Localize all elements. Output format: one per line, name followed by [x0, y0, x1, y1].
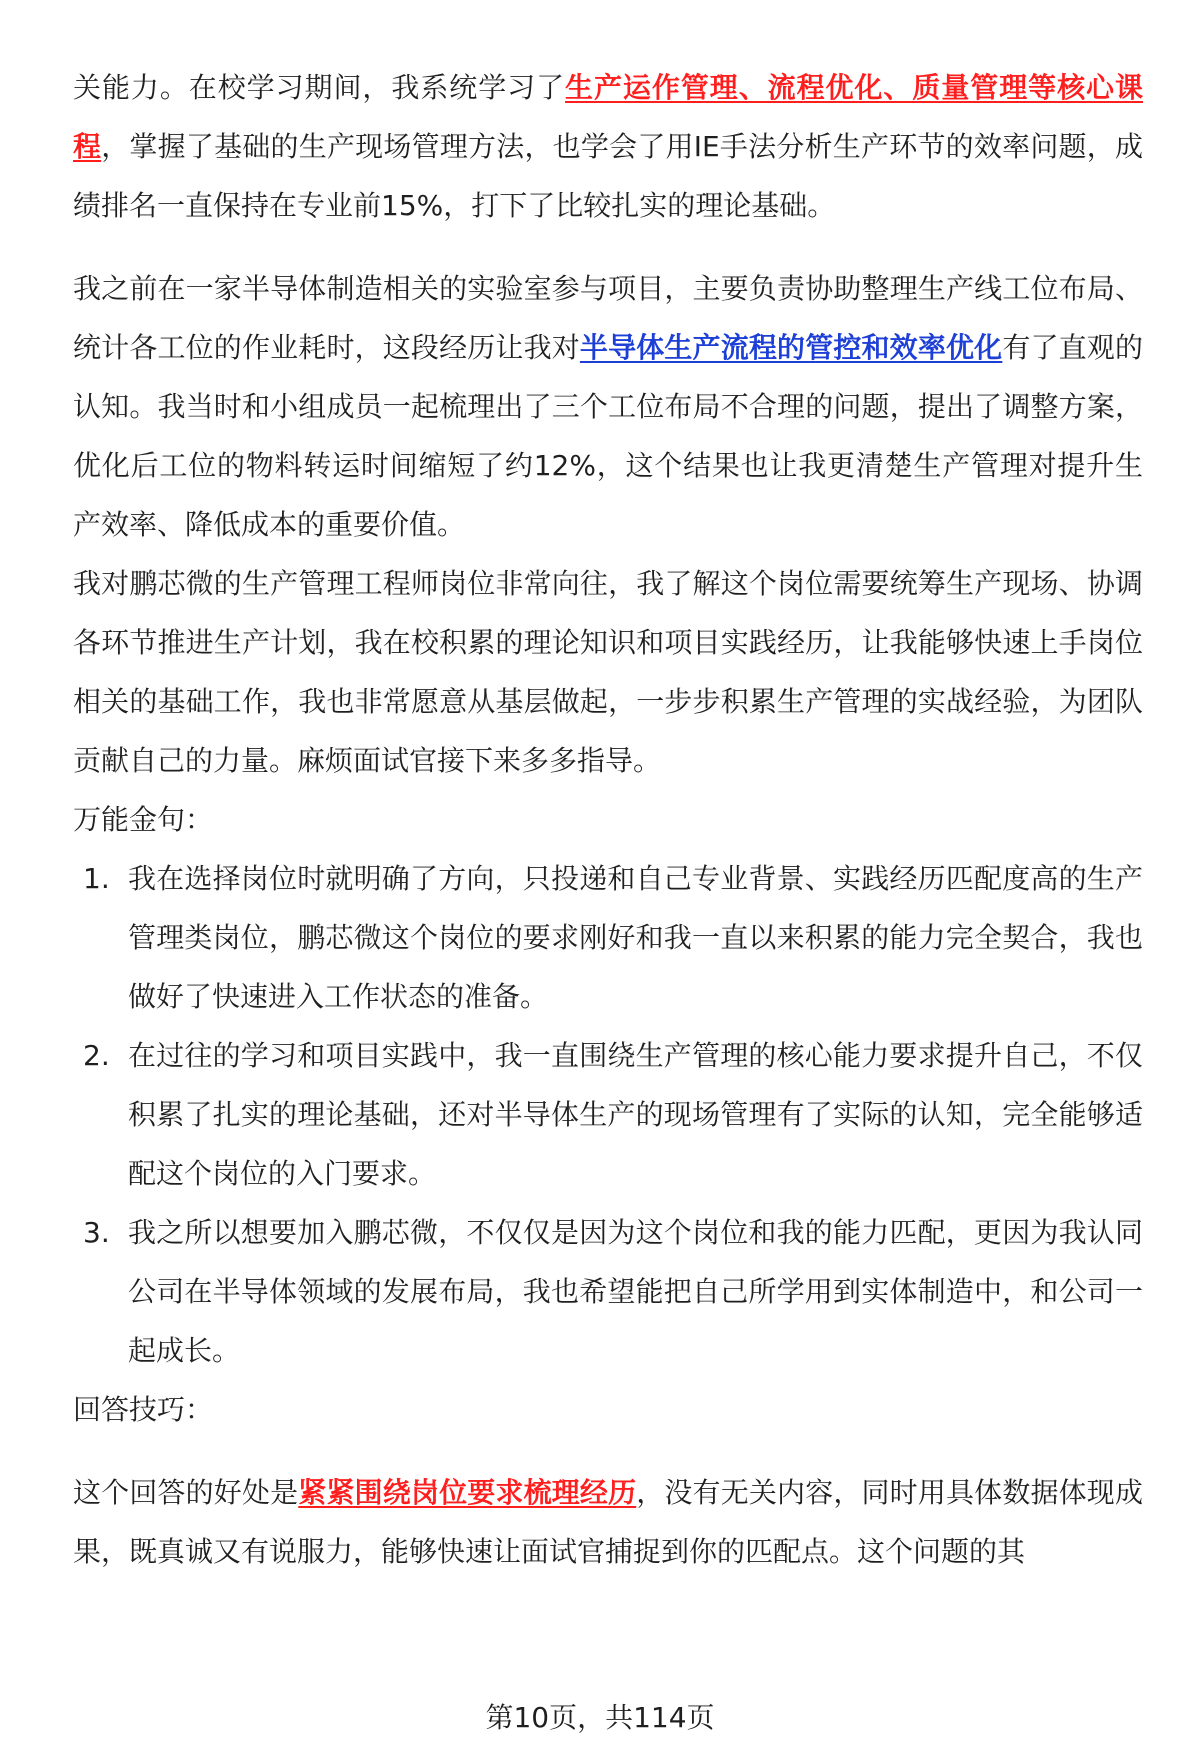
golden-sentences-heading: 万能金句： [73, 803, 214, 836]
list-number: 3. [83, 1216, 110, 1249]
highlight-job-requirements: 紧紧围绕岗位要求梳理经历 [298, 1476, 637, 1509]
paragraph-answer-tips [73, 1463, 1143, 1581]
highlight-semiconductor-process: 半导体生产流程的管控和效率优化 [579, 331, 1003, 364]
page-number-footer: 第10页，共114页 [485, 1701, 715, 1734]
document-body [73, 58, 1143, 1581]
list-number: 1. [83, 862, 110, 895]
paragraph-text: 关能力。在校学习期间，我系统学习了 [73, 71, 566, 104]
list-item [73, 1203, 1143, 1380]
list-item-text: 我之所以想要加入鹏芯微，不仅仅是因为这个岗位和我的能力匹配，更因为我认同公司在半导体领域的发展布局，我也希望能把自己所学用到实体制造中，和公司一起成长。 [128, 1216, 1143, 1367]
paragraph-motivation: 我对鹏芯微的生产管理工程师岗位非常向往，我了解这个岗位需要统筹生产现场、协调各环节推进生产计划，我在校积累的理论知识和项目实践经历，让我能够快速上手岗位相关的基础工作，我也非常愿意从基层做起，一步步积累生产管理的实战经验，为团队贡献自己的力量。麻烦面试官接下来多多指导。 [73, 567, 1143, 777]
highlight-core-courses: 生产运作管理、流程优化、质量管理等核心课程 [73, 71, 1143, 163]
answer-tips-heading: 回答技巧： [73, 1393, 214, 1426]
paragraph-text: 有了直观的认知。我当时和小组成员一起梳理出了三个工位布局不合理的问题，提出了调整方案，优化后工位的物料转运时间缩短了约12%，这个结果也让我更清楚生产管理对提升生产效率、降低成本的重要价值。 [73, 331, 1143, 541]
paragraph-text: 这个回答的好处是 [73, 1476, 299, 1509]
list-item-text: 我在选择岗位时就明确了方向，只投递和自己专业背景、实践经历匹配度高的生产管理类岗位，鹏芯微这个岗位的要求刚好和我一直以来积累的能力完全契合，我也做好了快速进入工作状态的准备。 [128, 862, 1143, 1013]
paragraph-text: ，掌握了基础的生产现场管理方法，也学会了用IE手法分析生产环节的效率问题，成绩排名一直保持在专业前15%，打下了比较扎实的理论基础。 [73, 130, 1143, 222]
list-item [73, 849, 1143, 1026]
paragraph-education [73, 58, 1143, 235]
list-number: 2. [83, 1039, 110, 1072]
golden-sentences-list [73, 849, 1143, 1380]
list-item-text: 在过往的学习和项目实践中，我一直围绕生产管理的核心能力要求提升自己，不仅积累了扎实的理论基础，还对半导体生产的现场管理有了实际的认知，完全能够适配这个岗位的入门要求。 [128, 1039, 1143, 1190]
paragraph-text: ，没有无关内容，同时用具体数据体现成果，既真诚又有说服力，能够快速让面试官捕捉到你的匹配点。这个问题的其 [73, 1476, 1143, 1568]
paragraph-project-experience [73, 259, 1143, 554]
list-item [73, 1026, 1143, 1203]
paragraph-text: 我之前在一家半导体制造相关的实验室参与项目，主要负责协助整理生产线工位布局、统计各工位的作业耗时，这段经历让我对 [73, 272, 1143, 364]
